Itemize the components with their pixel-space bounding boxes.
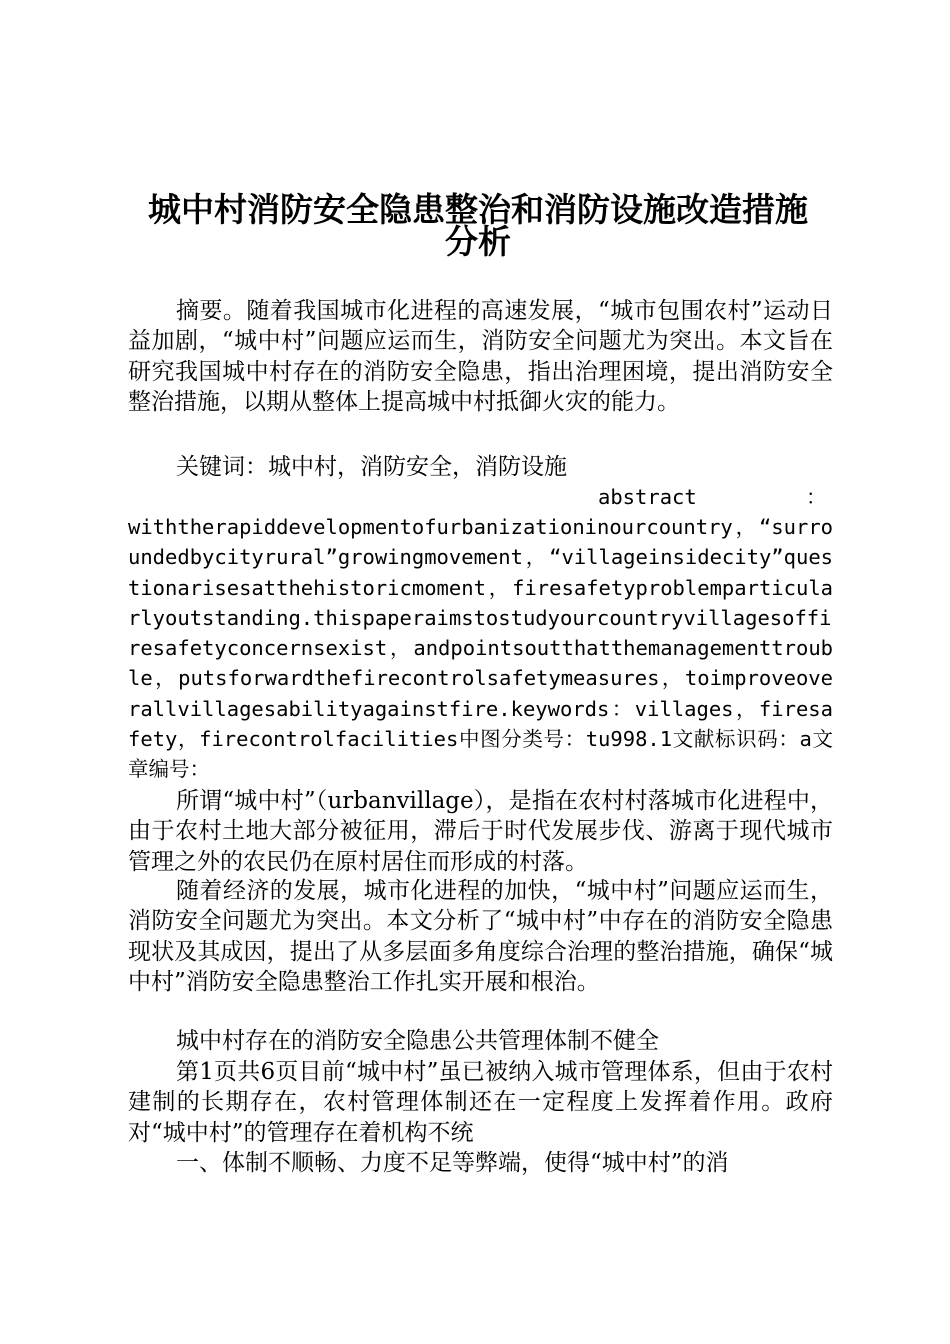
section-heading: 城中村存在的消防安全隐患公共管理体制不健全: [176, 1028, 659, 1054]
document-title-line1: 城中村消防安全隐患整治和消防设施改造措施: [148, 190, 808, 229]
keywords-chinese: 关键词：城中村，消防安全，消防设施: [176, 454, 567, 480]
abstract-english-colon: ：: [806, 485, 827, 509]
abstract-chinese: 摘要。随着我国城市化进程的高速发展，“城市包围农村”运动日益加剧，“城中村”问题应运而生，消防安全问题尤为突出。本文旨在研究我国城中村存在的消防安全隐患，指出治理困境，提出消防安全整治措施，以期从整体上提高城中村抵御火灾的能力。: [128, 298, 833, 415]
paragraph-management: 第1页共6页目前“城中村”虽已被纳入城市管理体系，但由于农村建制的长期存在，农村管理体制还在一定程度上发挥着作用。政府对“城中村”的管理存在着机构不统: [128, 1059, 833, 1146]
abstract-english-heading: abstract: [598, 485, 697, 509]
document-title-line2: 分析: [445, 222, 511, 261]
abstract-english-body: withtherapiddevelopmentofurbanizationinourcountry，“surroundedbycityrural”growingmovement，“villageinsidecity”questionarisesatthehistoricmoment，firesafetyproblemparticularlyoutstanding.thispaperaimstostudyourcountryvillagesoffiresafetyconcernsexist，andpointsoutthatthemanagementtrouble，putsforwardthefirecontrolsafetymeasures，toimproveoverallvillagesabilityagainstfire.keywords：villages，firesafety，firecontrolfacilities中图分类号：tu998.1文献标识码：a文章编号：: [128, 515, 833, 782]
paragraph-urban-village-definition: 所谓“城中村”（urbanvillage），是指在农村村落城市化进程中，由于农村土地大部分被征用，滞后于时代发展步伐、游离于现代城市管理之外的农民仍在原村居住而形成的村落。: [128, 788, 833, 875]
paragraph-system-issues: 一、体制不顺畅、力度不足等弊端，使得“城中村”的消: [176, 1150, 729, 1176]
paragraph-background: 随着经济的发展，城市化进程的加快，“城中村”问题应运而生，消防安全问题尤为突出。本文分析了“城中村”中存在的消防安全隐患现状及其成因，提出了从多层面多角度综合治理的整治措施，确保“城中村”消防安全隐患整治工作扎实开展和根治。: [128, 878, 833, 995]
